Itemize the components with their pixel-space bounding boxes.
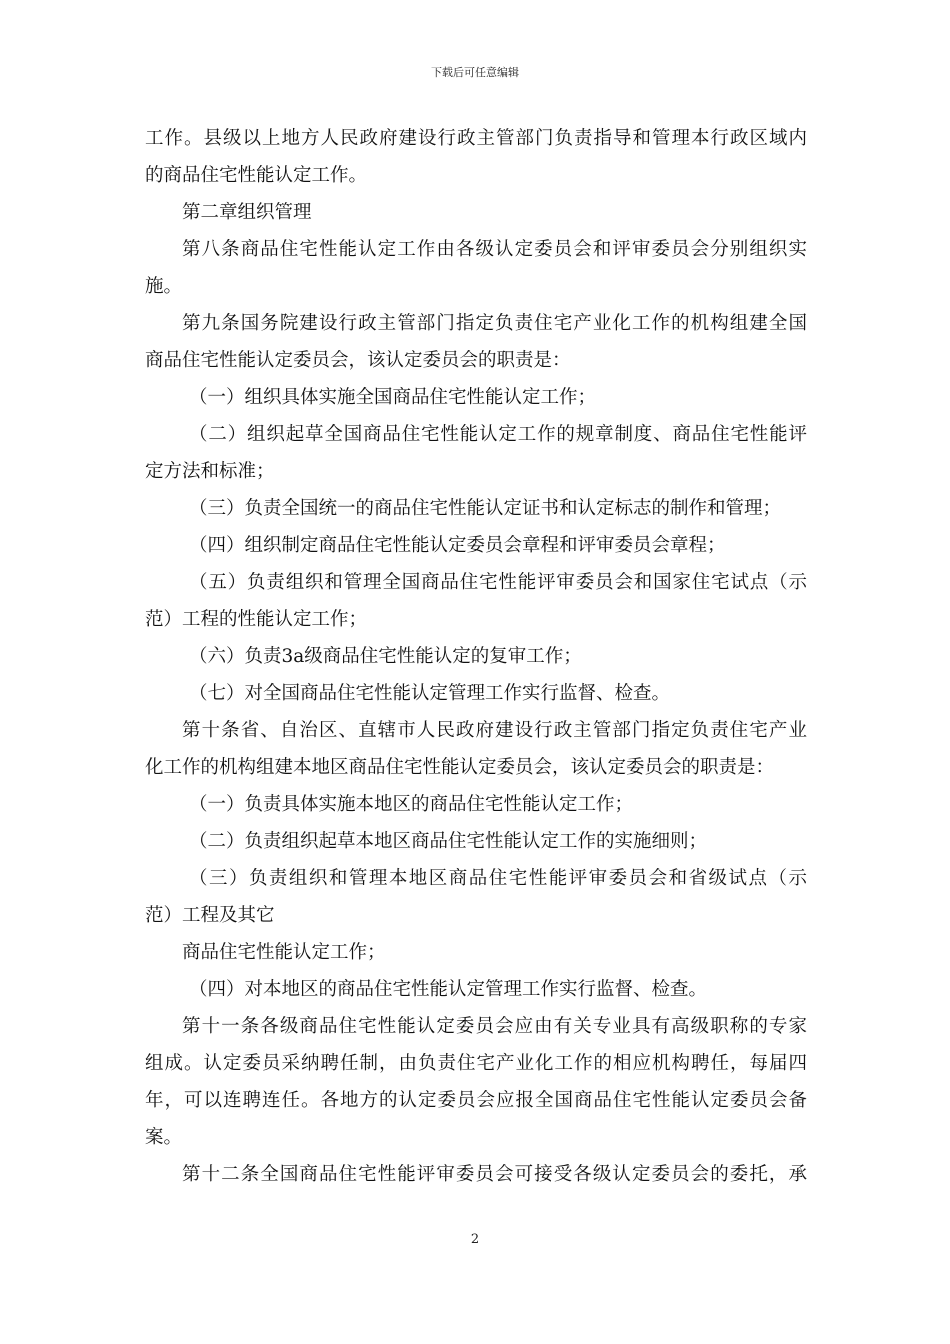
document-body (145, 120, 807, 1193)
list-item: （一）负责具体实施本地区的商品住宅性能认定工作； (189, 794, 634, 815)
chapter-heading: 第二章组织管理 (182, 202, 312, 223)
list-item: （四）对本地区的商品住宅性能认定管理工作实行监督、检查。 (189, 979, 708, 1000)
text-line: 施。 (145, 276, 183, 297)
text-line: 定方法和标准； (145, 461, 275, 482)
text-line: 范）工程的性能认定工作； (145, 609, 368, 630)
text-line: 工作。县级以上地方人民政府建设行政主管部门负责指导和管理本行政区域内 (145, 128, 807, 149)
list-item: （二）负责组织起草本地区商品住宅性能认定工作的实施细则； (189, 831, 708, 852)
text-line: 案。 (145, 1127, 183, 1148)
list-item: （三）负责组织和管理本地区商品住宅性能评审委员会和省级试点（示 (189, 868, 807, 889)
article-12: 第十二条全国商品住宅性能评审委员会可接受各级认定委员会的委托，承 (182, 1164, 807, 1185)
list-item: （二）组织起草全国商品住宅性能认定工作的规章制度、商品住宅性能评 (189, 424, 807, 445)
page-header: 下载后可任意编辑 (431, 66, 519, 79)
text-line: 商品住宅性能认定工作； (182, 942, 386, 963)
list-item: （七）对全国商品住宅性能认定管理工作实行监督、检查。 (189, 683, 671, 704)
page-number: 2 (470, 1232, 480, 1247)
text-line: 商品住宅性能认定委员会，该认定委员会的职责是： (145, 350, 571, 371)
text-line: 的商品住宅性能认定工作。 (145, 165, 368, 186)
text-line: 组成。认定委员采纳聘任制，由负责住宅产业化工作的相应机构聘任，每届四 (145, 1053, 807, 1074)
text-line: 范）工程及其它 (145, 905, 275, 926)
text-line: 化工作的机构组建本地区商品住宅性能认定委员会，该认定委员会的职责是： (145, 757, 775, 778)
text-line: 年，可以连聘连任。各地方的认定委员会应报全国商品住宅性能认定委员会备 (145, 1090, 807, 1111)
list-item: （一）组织具体实施全国商品住宅性能认定工作； (189, 387, 597, 408)
article-9: 第九条国务院建设行政主管部门指定负责住宅产业化工作的机构组建全国 (182, 313, 807, 334)
article-10: 第十条省、自治区、直辖市人民政府建设行政主管部门指定负责住宅产业 (182, 720, 807, 741)
article-8: 第八条商品住宅性能认定工作由各级认定委员会和评审委员会分别组织实 (182, 239, 807, 260)
list-item: （六）负责3a级商品住宅性能认定的复审工作； (189, 646, 582, 667)
list-item: （四）组织制定商品住宅性能认定委员会章程和评审委员会章程； (189, 535, 726, 556)
article-11: 第十一条各级商品住宅性能认定委员会应由有关专业具有高级职称的专家 (182, 1016, 807, 1037)
list-item: （三）负责全国统一的商品住宅性能认定证书和认定标志的制作和管理； (189, 498, 782, 519)
list-item: （五）负责组织和管理全国商品住宅性能评审委员会和国家住宅试点（示 (189, 572, 807, 593)
